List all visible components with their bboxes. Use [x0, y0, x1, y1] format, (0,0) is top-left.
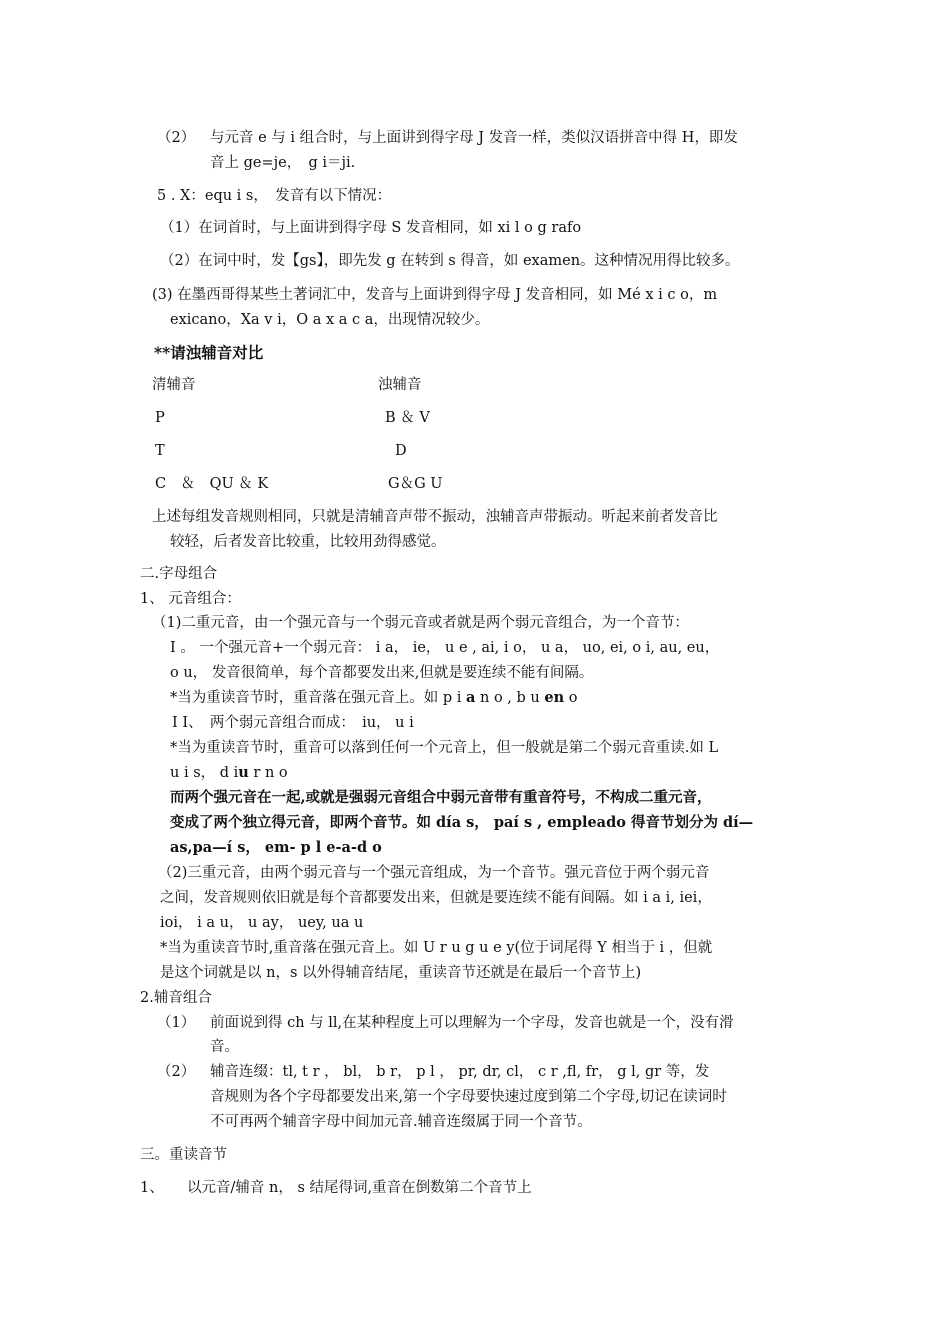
voiced-cell-bv: B ＆ V — [385, 410, 430, 426]
x-case1: （1）在词首时，与上面讲到得字母 S 发音相同，如 xi l o g rafo — [160, 220, 582, 236]
consonant-item2-line3: 不可再两个辅音字母中间加元音.辅音连缀属于同一个音节。 — [210, 1114, 592, 1130]
consonant-item1-line1: 前面说到得 ch 与 ll,在某种程度上可以理解为一个字母，发音也就是一个，没有滑 — [210, 1015, 734, 1031]
x-case2: （2）在词中时，发【gs】，即先发 g 在转到 s 得音，如 examen。这种情况用得比较多。 — [160, 253, 740, 269]
consonant-item1-line2: 音。 — [210, 1039, 239, 1055]
x-item2-line1: 与元音 e 与 i 组合时，与上面讲到得字母 J 发音一样，类似汉语拼音中得 H，即发 — [210, 130, 738, 146]
triphthong-line2: 之间，发音规则依旧就是每个音都要发出来，但就是要连续不能有间隔。如 i a i, iei， — [160, 890, 712, 906]
diphthong-type1-line2: o u， 发音很简单，每个音都要发出来,但就是要连续不能有间隔。 — [170, 665, 594, 681]
diphthong-type2: I I、 两个弱元音组合而成： iu， u i — [172, 715, 414, 731]
voiceless-cell-p: P — [155, 410, 165, 426]
stress-rule3-line2: 是这个词就是以 n，s 以外得辅音结尾，重读音节还就是在最后一个音节上) — [160, 965, 642, 981]
contrast-note-line2: 较轻，后者发音比较重，比较用劲得感觉。 — [170, 534, 446, 550]
x-item2-number: （2） — [157, 130, 196, 146]
voiced-header: 浊辅音 — [378, 377, 422, 393]
stress-rule-text: 以元音/辅音 n， s 结尾得词,重音在倒数第二个音节上 — [187, 1180, 532, 1196]
stress-rule1: *当为重读音节时，重音落在强元音上。如 p i a n o , b u en o — [170, 689, 578, 706]
contrast-title: **请浊辅音对比 — [154, 343, 264, 362]
hiatus-note-line2: 变成了两个独立得元音，即两个音节。如 día s， paí s , empleado 得音节划分为 dí— — [170, 814, 754, 831]
consonant-item2-line1: 辅音连缀：tl, t r ， bl， b r， p l ， pr, dr, cl， c r ,fl, fr， g l, gr 等，发 — [210, 1064, 710, 1080]
triphthong-line1: （2)三重元音，由两个弱元音与一个强元音组成，为一个音节。强元音位于两个弱元音 — [158, 865, 710, 881]
x-item2-line2: 音上 ge=je， g i＝ji. — [210, 155, 356, 171]
stress-rule2-line1: *当为重读音节时，重音可以落到任何一个元音上，但一般就是第二个弱元音重读.如 L — [170, 740, 719, 756]
voiceless-cell-cqk: C ＆ QU ＆ K — [155, 476, 269, 492]
consonant-combo-heading: 2.辅音组合 — [140, 990, 212, 1006]
section2-heading: 二.字母组合 — [140, 566, 218, 582]
hiatus-note-line1: 而两个强元音在一起,或就是强弱元音组合中弱元音带有重音符号，不构成二重元音， — [170, 789, 712, 806]
stress-rule3-line1: *当为重读音节时,重音落在强元音上。如 U r u g u e y(位于词尾得 Y 相当于 i ，但就 — [160, 940, 713, 956]
consonant-item2-line2: 音规则为各个字母都要发出来,第一个字母要快速过度到第二个字母,切记在读词时 — [210, 1089, 727, 1105]
vowel-combo-heading: 1、 元音组合： — [140, 591, 241, 607]
consonant-item2-number: （2） — [157, 1064, 196, 1080]
triphthong-line3: ioi， i a u， u ay， uey, ua u — [160, 915, 364, 931]
diphthong-type1-line1: I 。 一个强元音+一个弱元音： i a， ie， u e , ai, i o， u a， uo, ei, o i, au, eu， — [170, 640, 720, 656]
diphthong-intro: （1)二重元音，由一个强元音与一个弱元音或者就是两个弱元音组合，为一个音节： — [152, 615, 689, 631]
consonant-item1-number: （1） — [157, 1015, 196, 1031]
voiceless-cell-t: T — [155, 443, 165, 459]
stress-rule2-line2: u i s， d iu r n o — [170, 764, 288, 781]
x-case3-line2: exicano，Xa v i，O a x a c a，出现情况较少。 — [170, 312, 490, 328]
x-case3-line1: (3) 在墨西哥得某些土著词汇中，发音与上面讲到得字母 J 发音相同，如 Mé x i c o，m — [152, 287, 718, 303]
contrast-note-line1: 上述每组发音规则相同，只就是清辅音声带不振动，浊辅音声带振动。听起来前者发音比 — [152, 509, 718, 525]
voiced-cell-gu: G＆G U — [388, 476, 443, 492]
stress-rule-number: 1、 — [140, 1180, 164, 1196]
section3-heading: 三。重读音节 — [140, 1147, 227, 1163]
voiced-cell-d: D — [395, 443, 407, 459]
voiceless-header: 清辅音 — [152, 377, 196, 393]
x-heading: 5 . X：equ i s， 发音有以下情况： — [157, 188, 392, 204]
hiatus-note-line3: as,pa—í s， em- p l e-a-d o — [170, 839, 382, 856]
